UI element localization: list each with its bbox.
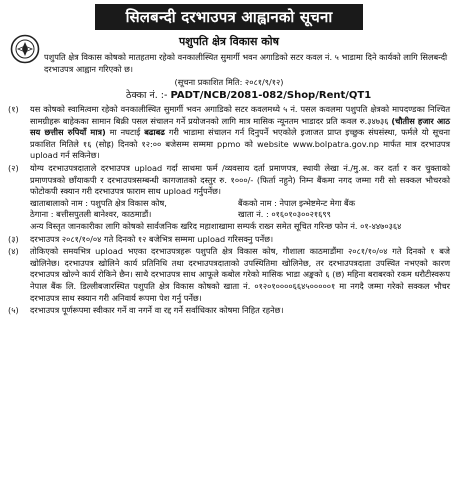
notice-item-3: [8, 234, 450, 246]
item-1-text-b: मा नघटाई: [109, 127, 141, 138]
publication-date: (सूचना प्रकाशित मिति: २०८१/९/१२): [174, 77, 284, 87]
item-5-text: दरभाउपत्र पूर्णरूपमा स्वीकार गर्ने वा नगर्ने वा रद्द गर्ने सर्वाधिकार कोषमा निहित रहनेछ।: [30, 305, 284, 316]
notice-lead: पशुपति क्षेत्र विकास कोषको मातहतमा रहेको वनकालीस्थित सुमार्गी भवन अगाडिको सटर कवल नं. ५ भाडामा दिने कार्यको लागि सिलबन्दी दरभाउपत्र आह्वान गरिएको छ।: [44, 52, 448, 74]
item-number: (१): [8, 104, 19, 114]
item-1-text-a: यस कोषको स्वामित्वमा रहेको वनकालीस्थित सुमार्गी भवन अगाडिको सटर कवलमध्ये ५ नं. पसल कवलमा पशुपति क्षेत्रको मापदण्डका निश्चित सामग्रीहरू बाहेकका सामान बिक्री पसल संचालन गर्ने प्रयोजनको लागि मात्र मासिक न्यूनतम भाडादर प्रति कवल रु.३४७३६: [30, 104, 450, 126]
item-number: (२): [8, 162, 19, 173]
bank-details-row-2: [30, 209, 450, 221]
tender-reference: [8, 89, 450, 102]
item-number: (३): [8, 233, 19, 244]
item-4-text: तोकिएको समयभित्र upload भएका दरभाउपत्रहरू पशुपति क्षेत्र विकास कोष, गौशाला काठमाडौंमा २०८१/१०/०४ गते दिनको १ बजे खोलिनेछ। दरभाउपत्र खोलिने कार्य प्रतिनिधि तथा दरभाउपत्रदाताको उपस्थितिमा खोलिनेछ, तर दरभाउपत्रदाता उपस्थित नभएको कारण दरभाउपत्र खोल्ने कार्य रोकिने छैन। साथै दरभाउपत्र साथ आफूले कबोल गरेको मासिक भाडा अङ्कको ६ (छ) महिना बराबरको रकम धरौटीस्वरूप नेपाल बैंक लि. डिल्लीबजारस्थित पशुपति क्षेत्र विकास कोषको खाता नं. ०१२०१००००६६४५०००००१ मा नगदै जम्मा गरेको सक्कल भौचर दरभाउपत्र साथ स्क्यान गरी अनिवार्य रूपमा पेश गर्नु पर्नेछ।: [30, 246, 450, 303]
notice-item-4: [8, 246, 450, 304]
item-3-text: दरभाउपत्र २०८१/१०/०४ गते दिनको १२ बजेभित्र सम्ममा upload गरिसक्नु पर्नेछ।: [30, 233, 274, 244]
notice-banner: सिलबन्दी दरभाउपत्र आह्वानको सूचना: [95, 4, 363, 30]
item-text: [30, 104, 450, 162]
bank-details-row-1: [30, 198, 450, 210]
notice-item-5: [8, 305, 450, 317]
item-1-text-c: गरी भाडामा संचालन गर्न दिनुपर्ने भएकोले इजाजत प्राप्त इच्छुक संघसंस्था, फर्मले यो सूचना प्रकाशित मितिले १६ (सोह्र) दिनको १२:०० बजेसम्म सम्ममा ppmo को website www.bolpatra.gov.np मार्फत मात्र दरभाउपत्र upload गर्न सकिनेछ।: [30, 127, 450, 161]
item-1-amount-words: (चौतीस हजार आठ सय छत्तीस रुपियाँ मात्र): [30, 115, 451, 138]
item-number: (४): [8, 246, 19, 257]
notice-item-2: [8, 163, 450, 233]
item-2-contact: अन्य विस्तृत जानकारीका लागि कोषको सार्वजनिक खरिद महाशाखामा सम्पर्क राख्न समेत सूचित गरिन्छ फोन नं. ०१-४४७०३६४: [30, 220, 402, 231]
item-number: (५): [8, 305, 19, 316]
tender-reference-label: ठेक्का नं. :-: [126, 90, 168, 101]
bank-name: बैंकको नाम : नेपाल इन्भेष्टमेन्ट मेगा बैंक: [238, 197, 356, 208]
account-holder-name: खाताबालाको नाम : पशुपति क्षेत्र विकास कोष,: [30, 197, 167, 208]
organization-seal-icon: [10, 34, 40, 64]
item-2-text: योग्य दरभाउपत्रदाताले दरभाउपत्र upload गर्दा साथमा फर्म /व्यवसाय दर्ता प्रमाणपत्र, स्थायी लेखा नं./मु.अ. कर दर्ता र कर चुक्ताको प्रमाणपत्रको छाँयाकपी र दरभाउपत्रसम्बन्धी कागजातको दस्तुर रु. १०००/- (फिर्ता नहुने) निम्न बैंकमा नगद जम्मा गरी सो सक्कल भौचरको फोटोकपी स्क्यान गरी दरभाउपत्र फाराम साथ upload गर्नुपर्नेछ।: [30, 162, 450, 197]
item-1-bid-increase: बढाबढ: [144, 127, 165, 138]
notice-item-1: [8, 104, 450, 162]
tender-reference-value: PADT/NCB/2081-082/Shop/Rent/QT1: [170, 90, 372, 101]
notice-items: [8, 104, 450, 317]
account-number: खाता नं. : ०१६०१०३००२१६९९: [238, 209, 331, 220]
organization-name: पशुपति क्षेत्र विकास कोष: [179, 35, 279, 48]
bank-address: ठेगाना : बत्तीसपुतली बानेश्वर, काठमाडौं।: [30, 209, 152, 220]
